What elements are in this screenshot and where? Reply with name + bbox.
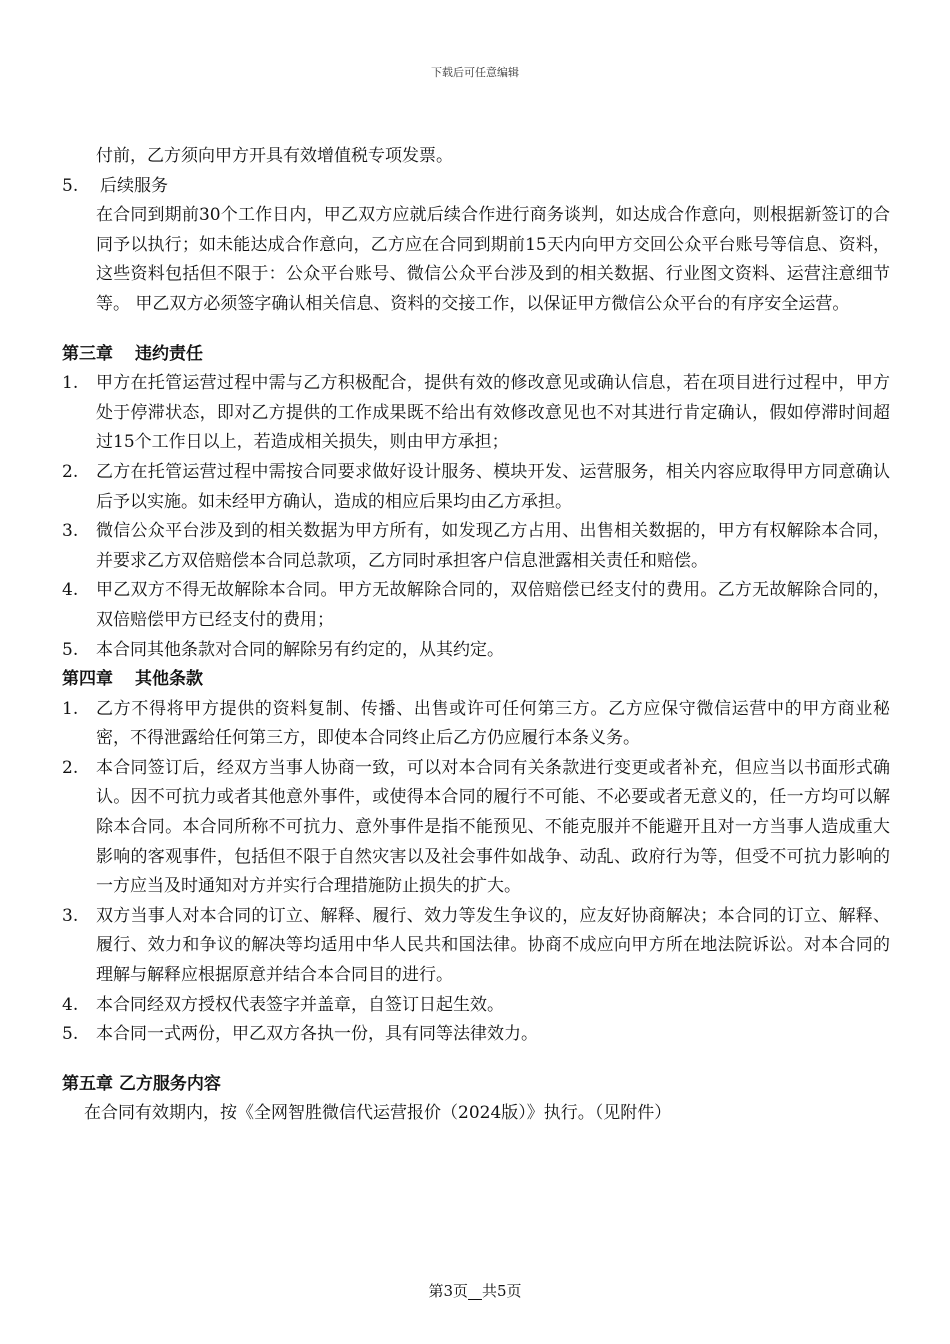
list-item — [62, 636, 890, 666]
chapter-title: 其他条款 — [135, 669, 203, 690]
page-header-note: 下载后可任意编辑 — [431, 66, 519, 79]
item-text: 甲乙双方不得无故解除本合同。甲方无故解除合同的，双倍赔偿已经支付的费用。乙方无故解除合同的，双倍赔偿甲方已经支付的费用； — [96, 580, 890, 630]
list-item — [62, 991, 890, 1021]
item-number: 1. — [62, 698, 79, 719]
item-number: 4. — [62, 580, 79, 601]
chapter-title: 违约责任 — [135, 343, 203, 364]
chapter-number: 第三章 — [62, 343, 113, 364]
item-text: 乙方不得将甲方提供的资料复制、传播、出售或许可任何第三方。乙方应保守微信运营中的甲方商业秘密，不得泄露给任何第三方，即使本合同终止后乙方仍应履行本条义务。 — [96, 698, 890, 749]
item-text: 本合同经双方授权代表签字并盖章，自签订日起生效。 — [96, 994, 504, 1015]
chapter-number: 第四章 — [62, 669, 113, 690]
item-number: 5. — [62, 175, 79, 196]
list-item — [62, 369, 890, 458]
chapter-5-body: 在合同有效期内，按《全网智胜微信代运营报价（2024版）》执行。（见附件） — [84, 1103, 672, 1124]
list-item — [62, 576, 890, 635]
list-item — [62, 517, 890, 576]
item-text: 乙方在托管运营过程中需按合同要求做好设计服务、模块开发、运营服务，相关内容应取得甲方同意确认后予以实施。如未经甲方确认，造成的相应后果均由乙方承担。 — [96, 461, 890, 512]
follow-up-service-body: 在合同到期前30个工作日内，甲乙双方应就后续合作进行商务谈判，如达成合作意向，则根据新签订的合同予以执行；如未能达成合作意向，乙方应在合同到期前15天内向甲方交回公众平台账号等信息、资料，这些资料包括但不限于：公众平台账号、微信公众平台涉及到的相关数据、行业图文资料、运营注意细节等。 甲乙双方必须签字确认相关信息、资料的交接工作，以保证甲方微信公众平台的有序安全运营。 — [96, 205, 890, 314]
item-number: 2. — [62, 461, 79, 482]
list-item — [62, 172, 890, 202]
chapter-4-list — [62, 695, 890, 1050]
page-total: 共5页 — [482, 1282, 522, 1300]
chapter-3-heading — [62, 340, 890, 370]
list-item — [62, 902, 890, 991]
item-text: 本合同其他条款对合同的解除另有约定的，从其约定。 — [96, 639, 504, 660]
item-number: 3. — [62, 521, 79, 542]
document-body — [62, 142, 890, 1129]
item-number: 1. — [62, 373, 79, 394]
item-text: 甲方在托管运营过程中需与乙方积极配合，提供有效的修改意见或确认信息，若在项目进行过程中，甲方处于停滞状态，即对乙方提供的工作成果既不给出有效修改意见也不对其进行肯定确认，假如停滞时间超过15个工作日以上，若造成相关损失，则由甲方承担； — [96, 373, 890, 453]
item-number: 5. — [62, 639, 79, 660]
list-item — [62, 458, 890, 517]
item-number: 2. — [62, 757, 79, 778]
page-number: 第3页 — [428, 1282, 468, 1300]
chapter-5-heading: 第五章 乙方服务内容 — [62, 1073, 221, 1094]
continuation-line: 付前，乙方须向甲方开具有效增值税专项发票。 — [96, 146, 453, 166]
item-number: 3. — [62, 905, 79, 926]
list-item — [62, 754, 890, 902]
item-text: 微信公众平台涉及到的相关数据为甲方所有，如发现乙方占用、出售相关数据的，甲方有权解除本合同，并要求乙方双倍赔偿本合同总款项，乙方同时承担客户信息泄露相关责任和赔偿。 — [96, 521, 890, 571]
list-item — [62, 695, 890, 754]
item-text: 本合同一式两份，甲乙双方各执一份，具有同等法律效力。 — [96, 1024, 538, 1045]
item-title: 后续服务 — [100, 175, 168, 196]
chapter-3-list — [62, 369, 890, 665]
item-text: 本合同签订后，经双方当事人协商一致，可以对本合同有关条款进行变更或者补充，但应当以书面形式确认。因不可抗力或者其他意外事件，或使得本合同的履行不可能、不必要或者无意义的，任一方均可以解除本合同。本合同所称不可抗力、意外事件是指不能预见、不能克服并不能避开且对一方当事人造成重大影响的客观事件，包括但不限于自然灾害以及社会事件如战争、动乱、政府行为等，但受不可抗力影响的一方应当及时通知对方并实行合理措施防止损失的扩大。 — [96, 757, 890, 897]
footer-separator — [468, 1285, 482, 1300]
page-footer — [0, 1280, 950, 1301]
item-text: 双方当事人对本合同的订立、解释、履行、效力等发生争议的，应友好协商解决；本合同的订立、解释、履行、效力和争议的解决等均适用中华人民共和国法律。协商不成应向甲方所在地法院诉讼。对本合同的理解与解释应根据原意并结合本合同目的进行。 — [96, 905, 890, 986]
chapter-4-heading — [62, 665, 890, 695]
list-item — [62, 1020, 890, 1050]
item-number: 5. — [62, 1024, 79, 1045]
item-number: 4. — [62, 994, 79, 1015]
